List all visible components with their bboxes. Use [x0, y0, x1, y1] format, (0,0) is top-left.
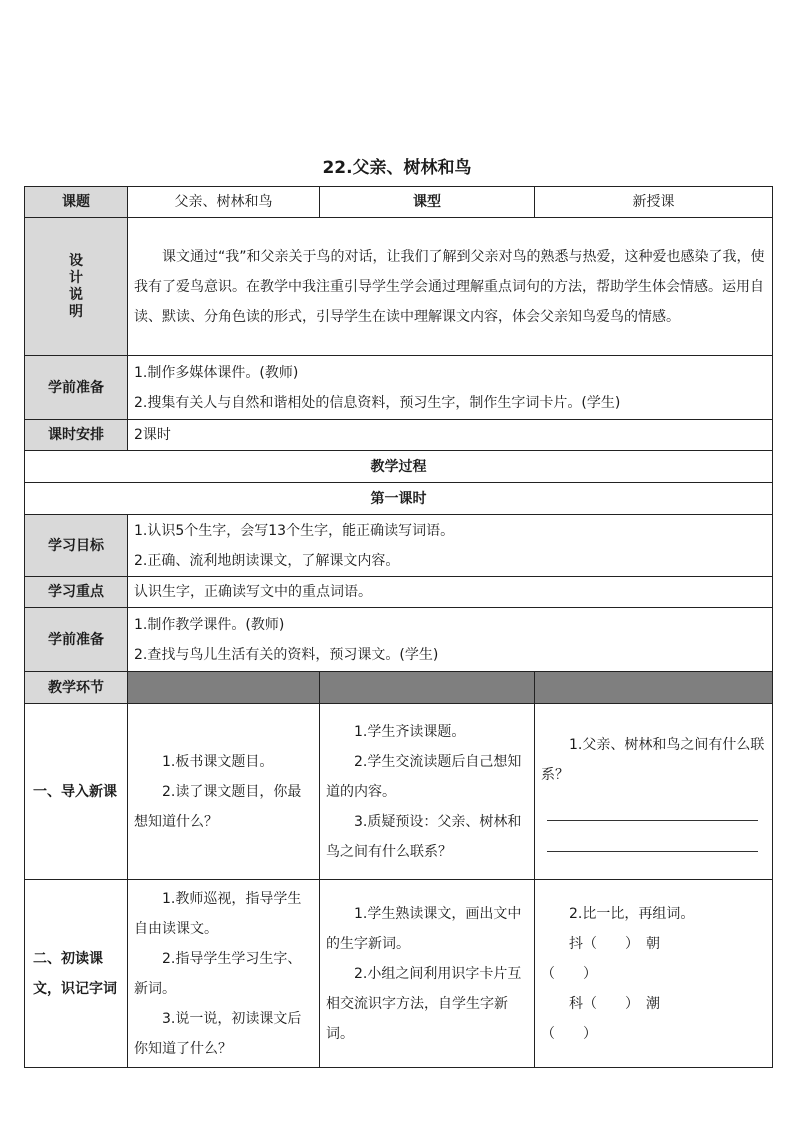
prep2-items [128, 608, 773, 672]
steps-header-cell [535, 672, 773, 704]
teacher-activity [128, 880, 320, 1068]
design-label-text: 设计说明 [69, 252, 83, 320]
activity-line: 1.板书课文题目。 [162, 753, 274, 770]
steps-header-cell [128, 672, 320, 704]
prep2-item: 1.制作教学课件。(教师) [134, 616, 285, 633]
activity-line: 1.教师巡视，指导学生自由读课文。 [134, 890, 302, 937]
answer-line [547, 821, 758, 852]
type-value: 新授课 [535, 187, 773, 218]
type-label: 课型 [320, 187, 535, 218]
steps-label: 教学环节 [25, 672, 128, 704]
prep1-label: 学前准备 [25, 356, 128, 420]
prep1-items [128, 356, 773, 420]
exercise-line: 2.比一比，再组词。 [569, 905, 695, 922]
focus-value: 认识生字，正确读写文中的重点词语。 [128, 577, 773, 608]
activity-line: 1.学生熟读课文，画出文中的生字新词。 [326, 905, 522, 952]
schedule-label: 课时安排 [25, 420, 128, 451]
design-text: 课文通过“我”和父亲关于鸟的对话，让我们了解到父亲对鸟的熟悉与热爱，这种爱也感染了我，使我有了爱鸟意识。在教学中我注重引导学生学会通过理解重点词句的方法，帮助学生体会情感。运用自读、默读、分角色读的形式，引导学生在读中理解课文内容，体会父亲知鸟爱鸟的情感。 [128, 218, 773, 356]
teacher-activity [128, 704, 320, 880]
exercise-line: 抖（ ） 朝 [569, 935, 660, 952]
stage-name: 二、初读课文，识记字词 [25, 880, 128, 1068]
exercise-line: 1.父亲、树林和鸟之间有什么联系？ [541, 737, 765, 783]
activity-line: 2.读了课文题目，你最想知道什么？ [134, 783, 302, 830]
goal-item: 2.正确、流利地朗读课文，了解课文内容。 [134, 552, 400, 569]
focus-label: 学习重点 [25, 577, 128, 608]
prep1-item: 2.搜集有关人与自然和谐相处的信息资料，预习生字，制作生字词卡片。(学生) [134, 394, 621, 411]
goals-items [128, 515, 773, 577]
stage-name: 一、导入新课 [25, 704, 128, 880]
steps-header-cell [320, 672, 535, 704]
answer-line [547, 790, 758, 821]
exercise-line: （ ） [541, 965, 597, 982]
prep2-label: 学前准备 [25, 608, 128, 672]
prep2-item: 2.查找与鸟儿生活有关的资料，预习课文。(学生) [134, 646, 439, 663]
activity-line: 3.说一说，初读课文后你知道了什么？ [134, 1010, 302, 1057]
goal-item: 1.认识5个生字，会写13个生字，能正确读写词语。 [134, 522, 455, 539]
exercise-cell [535, 880, 773, 1068]
topic-value: 父亲、树林和鸟 [128, 187, 320, 218]
activity-line: 2.指导学生学习生字、新词。 [134, 950, 302, 997]
prep1-item: 1.制作多媒体课件。(教师) [134, 364, 299, 381]
activity-line: 3.质疑预设：父亲、树林和鸟之间有什么联系？ [326, 813, 522, 860]
design-label [25, 218, 128, 356]
student-activity [320, 880, 535, 1068]
exercise-line: 科（ ） 潮 [569, 995, 660, 1012]
goals-label: 学习目标 [25, 515, 128, 577]
student-activity [320, 704, 535, 880]
process-heading: 教学过程 [25, 451, 773, 483]
lesson-plan-table [24, 186, 773, 1068]
exercise-line: （ ） [541, 1025, 597, 1042]
schedule-value: 2课时 [128, 420, 773, 451]
exercise-cell [535, 704, 773, 880]
activity-line: 1.学生齐读课题。 [354, 723, 466, 740]
topic-label: 课题 [25, 187, 128, 218]
document-title: 22.父亲、树林和鸟 [322, 158, 472, 178]
activity-line: 2.小组之间利用识字卡片互相交流识字方法，自学生字新词。 [326, 965, 522, 1042]
activity-line: 2.学生交流读题后自己想知道的内容。 [326, 753, 522, 800]
lesson-heading: 第一课时 [25, 483, 773, 515]
